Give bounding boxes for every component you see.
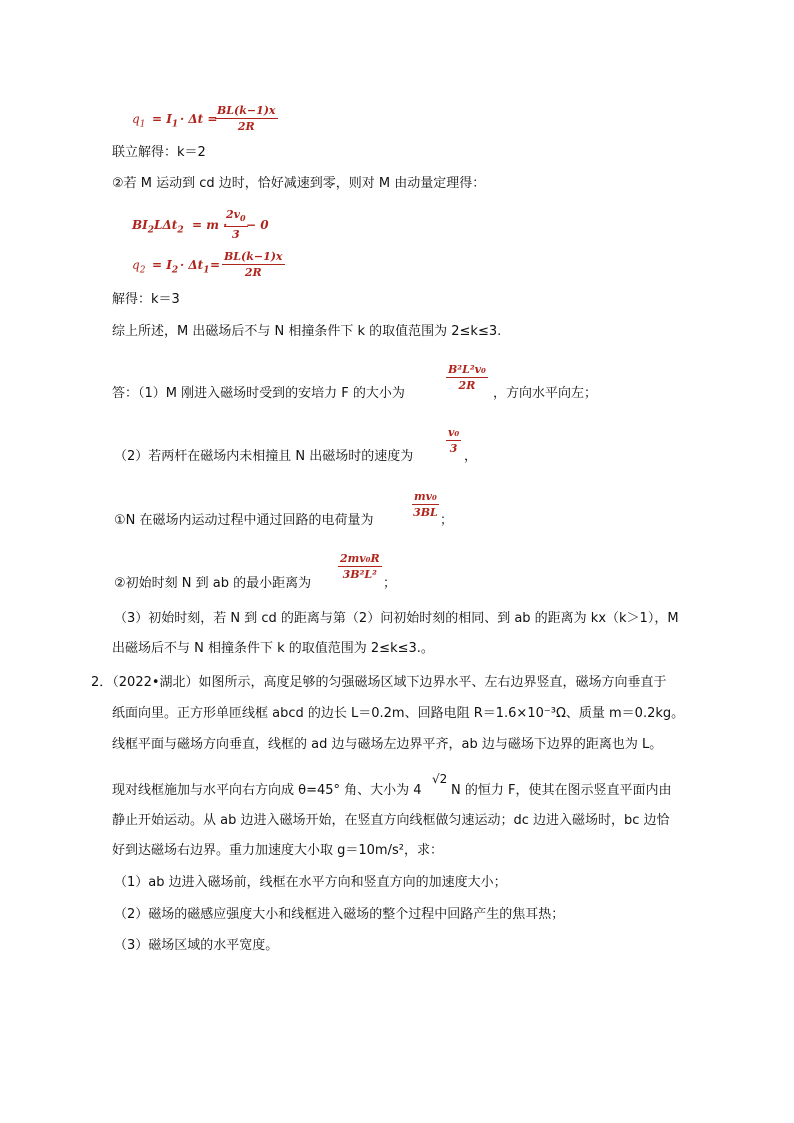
sqrt2-symbol: √2 (432, 772, 448, 786)
question-1: （1）ab 边进入磁场前，线框在水平方向和竖直方向的加速度大小； (114, 875, 507, 890)
answer-2-fraction: $\frac{\text{v₀}}{3}$ (448, 426, 460, 455)
answer-2a-suffix: ； (440, 513, 454, 528)
question-3: （3）磁场区域的水平宽度。 (114, 938, 279, 953)
problem-2-line4b: N 的恒力 F，使其在图示竖直平面内由 (451, 783, 672, 798)
q2-symbol: $q_2$ (132, 258, 146, 276)
answer-2-prefix: （2）若两杆在磁场内未相撞且 N 出磁场时的速度为 (114, 449, 414, 464)
answer-3-line1: （3）初始时刻，若 N 到 cd 的距离与第（2）问初始时刻的相同、到 ab 的距离为 kx（k＞1），M (114, 611, 679, 626)
problem-2-line5: 静止开始运动。从 ab 边进入磁场开始，在竖直方向线框做匀速运动；dc 边进入磁场时，bc 边恰 (112, 813, 670, 828)
q1-symbol: $q_1$ (132, 112, 146, 130)
eq2-lhs: $BI_2L\Delta t_2$ (132, 218, 184, 236)
answer-1-fraction: $\frac{\text{B²L²v₀}}{2R}$ (448, 363, 486, 392)
q2-eq: = (210, 258, 221, 272)
eq2-tail: − 0 (246, 218, 269, 232)
problem-2-line1: 2．（2022•湖北）如图所示，高度足够的匀强磁场区域下边界水平、左右边界竖直，磁场方向垂直于 (91, 675, 667, 690)
eq2-fraction: $\frac{2v_0}{3}$ (226, 208, 246, 242)
solve-k3: 解得：k＝3 (112, 292, 180, 307)
q1-current: = $I_1$ (152, 112, 179, 130)
answer-3-line2: 出磁场后不与 N 相撞条件下 k 的取值范围为 2≤k≤3.。 (112, 641, 434, 656)
answer-2a-prefix: ①N 在磁场内运动过程中通过回路的电荷量为 (114, 513, 374, 528)
q1-fraction: $\frac{BL(k-1)x}{2R}$ (217, 104, 276, 133)
q2-dt: · $\Delta t_1$ (180, 258, 210, 276)
q2-current: = $I_2$ (152, 258, 179, 276)
answer-2b-suffix: ； (383, 576, 397, 591)
q2-fraction: $\frac{BL(k-1)x}{2R}$ (224, 250, 283, 279)
case2-text: ②若 M 运动到 cd 边时，恰好减速到零，则对 M 由动量定理得： (112, 176, 486, 191)
answer-1-prefix: 答：（1）M 刚进入磁场时受到的安培力 F 的大小为 (112, 386, 405, 401)
question-2: （2）磁场的磁感应强度大小和线框进入磁场的整个过程中回路产生的焦耳热； (114, 907, 565, 922)
q1-dt: · Δt = (180, 112, 218, 126)
solve-k2: 联立解得：k＝2 (112, 145, 206, 160)
problem-2-line6: 好到达磁场右边界。重力加速度大小取 g＝10m/s²，求： (112, 843, 443, 858)
answer-2b-prefix: ②初始时刻 N 到 ab 的最小距离为 (114, 576, 312, 591)
answer-2a-fraction: $\frac{\text{mv₀}}{3BL}$ (413, 490, 438, 519)
problem-2-line2: 纸面向里。正方形单匝线框 abcd 的边长 L＝0.2m、回路电阻 R＝1.6×10⁻³Ω、质量 m＝0.2kg。 (112, 706, 685, 721)
answer-2-suffix: ， (464, 449, 478, 464)
answer-2b-fraction: $\frac{\text{2mv₀R}}{\text{3B²L²}}$ (340, 552, 380, 581)
problem-2-line3: 线框平面与磁场方向垂直，线框的 ad 边与磁场左边界平齐，ab 边与磁场下边界的距离也为 L。 (112, 737, 663, 752)
summary-text: 综上所述，M 出磁场后不与 N 相撞条件下 k 的取值范围为 2≤k≤3. (112, 324, 502, 339)
eq2-eq: = m · (192, 218, 228, 232)
answer-1-suffix: ，方向水平向左； (493, 386, 598, 401)
problem-2-line4a: 现对线框施加与水平向右方向成 θ=45° 角、大小为 4 (112, 783, 422, 798)
